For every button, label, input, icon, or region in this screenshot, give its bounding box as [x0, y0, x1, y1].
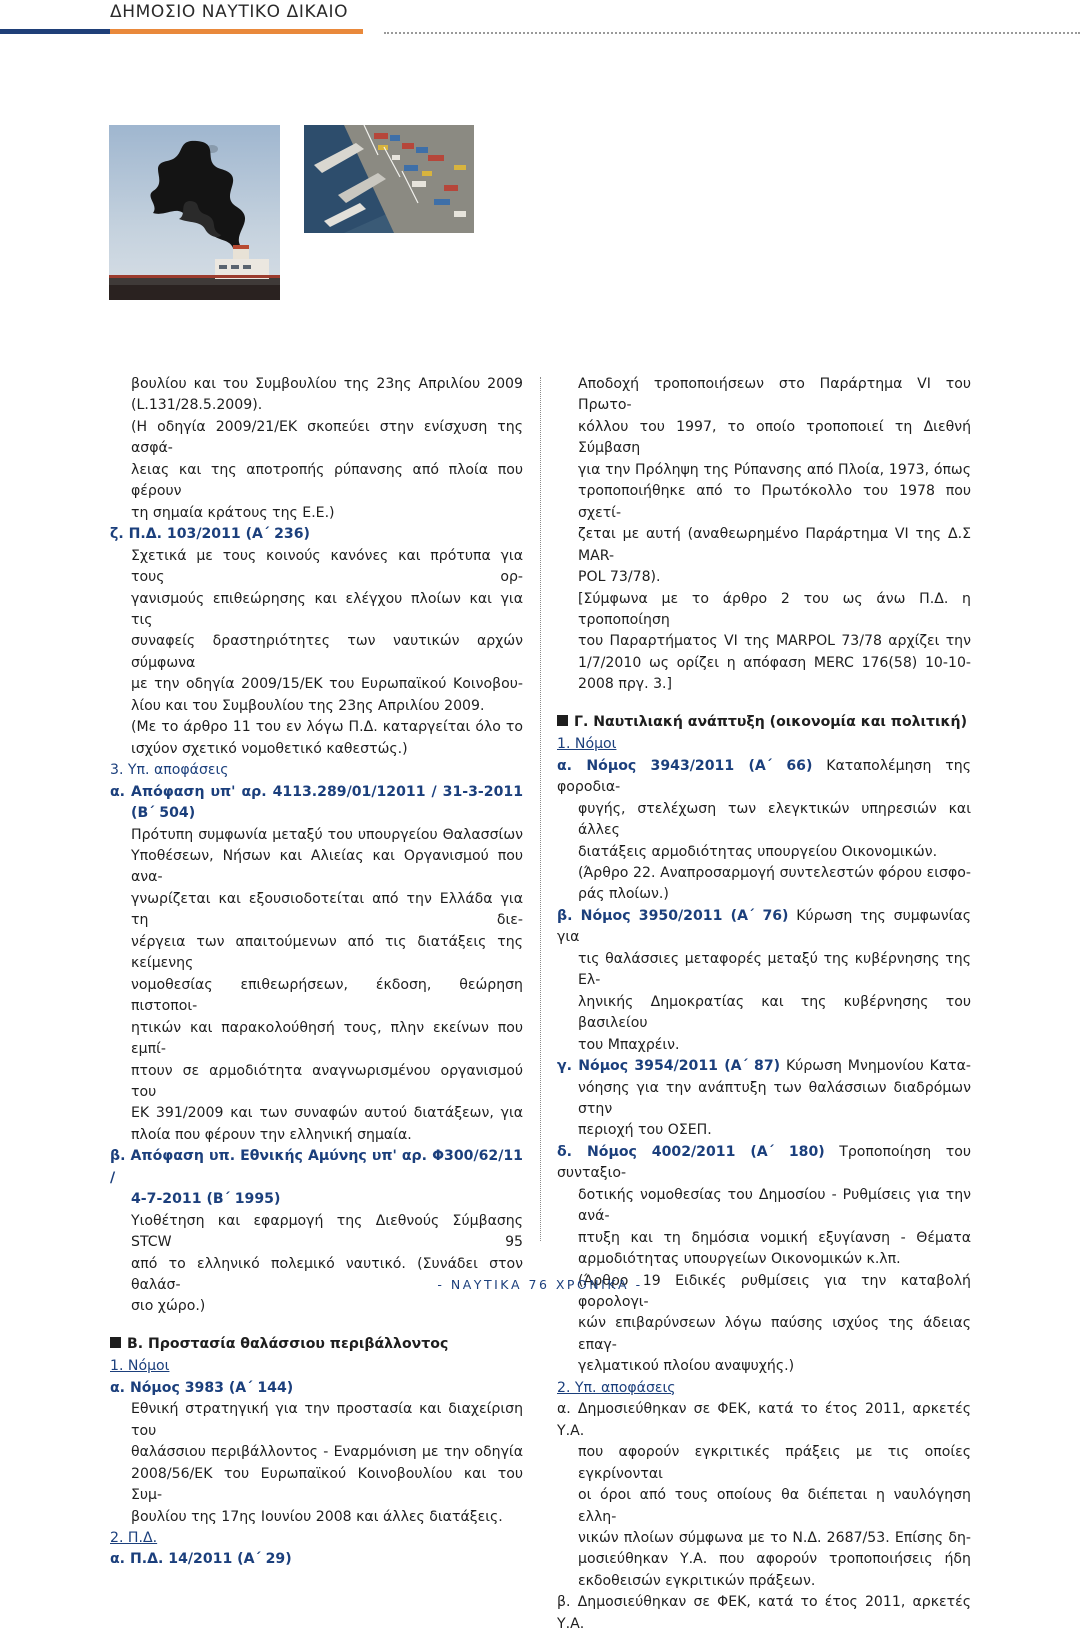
- text-line: ληνικής Δημοκρατίας και της κυβέρνησης του βασιλείου: [578, 993, 971, 1032]
- text-line: θαλάσσιου περιβάλλοντος - Εναρμόνιση με την οδηγία: [131, 1444, 523, 1461]
- text-line: Πρότυπη συμφωνία μεταξύ του υπουργείου Θαλασσίων: [131, 826, 523, 843]
- text-line: που αφορούν εγκριτικές πράξεις με τις οποίες εγκρίνονται: [578, 1444, 971, 1482]
- text-line: ητικών και παρακολούθησή τους, πλην εκείνων που εμπί-: [131, 1019, 523, 1058]
- running-header-title: ΔΗΜΟΣΙΟ ΝΑΥΤΙΚΟ ΔΙΚΑΙΟ: [110, 2, 349, 22]
- page-footer: - ΝΑΥΤΙΚΑ 76 ΧΡΟΝΙΚΑ -: [437, 1277, 643, 1292]
- text-line: (Με το άρθρο 11 του εν λόγω Π.Δ. καταργείται όλο το: [131, 719, 523, 736]
- text-line: γνωρίζεται και εξουσιοδοτείται από την Ελλάδα για τη διε-: [131, 890, 523, 929]
- text-line: του Μπαχρέιν.: [578, 1036, 680, 1053]
- text-line: γανισμούς επιθεώρησης και ελέγχου πλοίων και για τις: [131, 590, 523, 628]
- subsection-title: 2. Π.Δ.: [110, 1530, 158, 1547]
- text-line: τις θαλάσσιες μεταφορές μεταξύ της κυβέρνησης της Ελ-: [578, 950, 971, 989]
- law-item-first-line: [557, 756, 971, 799]
- text-line: (Η οδηγία 2009/21/ΕΚ σκοπεύει στην ενίσχυση της ασφά-: [131, 418, 523, 457]
- section-heading-g: [557, 712, 971, 733]
- text-line: λίου και του Συμβουλίου της 23ης Απριλίου 2009.: [131, 697, 485, 714]
- text-line: Εθνική στρατηγική για την προστασία και διαχείριση του: [131, 1401, 523, 1439]
- text-line: Αποδοχή τροποποιήσεων στο Παράρτημα VI του Πρωτο-: [578, 376, 971, 414]
- header-dotted-rule: [384, 32, 1080, 34]
- text-line: πλοία που φέρουν την ελληνική σημαία.: [131, 1126, 412, 1143]
- text-line: κών επιβαρύνσεων λόγω παύσης ισχύος της άδειας επαγ-: [578, 1315, 971, 1353]
- text-line: με την οδηγία 2009/15/ΕΚ του Ευρωπαϊκού Κοινοβου-: [131, 676, 523, 693]
- right-column: [557, 374, 971, 1635]
- text-line: (L.131/28.5.2009).: [131, 397, 263, 414]
- text-line: Σχετικά με τους κοινούς κανόνες και πρότυπα για τους ορ-: [131, 547, 523, 586]
- header-bar-blue: [0, 29, 110, 34]
- ship-smoke-photo: [109, 125, 280, 300]
- text-line: από το ελληνικό πολεμικό ναυτικό. (Συνάδει στον θαλάσ-: [131, 1255, 523, 1294]
- section-heading-b: [110, 1334, 523, 1355]
- text-line: 1/7/2010 ως ορίζει η απόφαση MERC 176(58) 10-10-: [578, 654, 971, 671]
- law-item-first-line: [557, 906, 971, 949]
- text-line: (Άρθρο 22. Αναπροσαρμογή συντελεστών φόρου εισφο-: [578, 864, 971, 881]
- text-line: Υιοθέτηση και εφαρμογή της Διεθνούς Σύμβασης STCW 95: [131, 1212, 523, 1251]
- text-line: πτουν σε αρμοδιότητα αναγνωρισμένου οργανισμού του: [131, 1062, 523, 1100]
- text-line: φυγής, στελέχωση των ελεγκτικών υπηρεσιών και άλλες: [578, 800, 971, 839]
- law-lead: γ. Νόμος 3954/2011 (Α΄ 87): [557, 1058, 781, 1075]
- text-line: περιοχή του ΟΣΕΠ.: [578, 1122, 712, 1139]
- text-line: POL 73/78).: [578, 569, 661, 586]
- text-line: οι όροι από τους οποίους θα διέπεται η ναυλόγηση ελλη-: [578, 1487, 971, 1525]
- column-divider: [540, 377, 541, 1241]
- left-column: [110, 374, 523, 1571]
- text-line: νικών πλοίων σύμφωνα με το Ν.Δ. 2687/53. Επίσης δη-: [578, 1530, 971, 1547]
- text-line: συναφείς δραστηριότητες των ναυτικών αρχών σύμφωνα: [131, 633, 523, 671]
- text-line: νομοθεσίας επιθεωρήσεων, έκδοση, θεώρηση πιστοποι-: [131, 976, 523, 1015]
- text-line: ΕΚ 391/2009 και των συναφών αυτού διατάξεων, για: [131, 1105, 523, 1122]
- text-line: εκδοθεισών εγκριτικών πράξεων.: [578, 1572, 816, 1589]
- text-line: βουλίου της 17ης Ιουνίου 2008 και άλλες διατάξεις.: [131, 1508, 503, 1525]
- text-line: του Παραρτήματος VI της MARPOL 73/78 αρχίζει την: [578, 633, 971, 650]
- law-item-first-line: [557, 1056, 971, 1077]
- decision-heading: 4-7-2011 (Β΄ 1995): [131, 1191, 281, 1208]
- text-line: δοτικής νομοθεσίας του Δημοσίου - Ρυθμίσεις για την ανά-: [578, 1186, 971, 1225]
- decree-heading: ζ. Π.Δ. 103/2011 (Α΄ 236): [110, 526, 310, 543]
- section-heading-text: Β. Προστασία θαλάσσιου περιβάλλοντος: [127, 1335, 449, 1352]
- text-line: Υποθέσεων, Νήσων και Αλιείας και Οργανισμού που ανα-: [131, 847, 523, 886]
- text-line: (Άρθρο 19 Ειδικές ρυθμίσεις για την καταβολή φορολογι-: [578, 1272, 971, 1311]
- text-line: λειας και της αποτροπής ρύπανσης από πλοία που φέρουν: [131, 461, 523, 500]
- text-line: νόησης για την ανάπτυξη των θαλάσσιων διαδρόμων στην: [578, 1079, 971, 1117]
- decision-heading: β. Απόφαση υπ. Εθνικής Αμύνης υπ' αρ. Φ300/62/11 /: [110, 1148, 523, 1186]
- law-lead: δ. Νόμος 4002/2011 (Α΄ 180): [557, 1143, 825, 1160]
- header-bar-orange: [110, 29, 363, 34]
- text-line: [Σύμφωνα με το άρθρο 2 του ως άνω Π.Δ. η τροποποίηση: [578, 590, 971, 628]
- square-bullet-icon: [110, 1337, 121, 1348]
- law-lead-rest: Καταπολέμηση της φοροδια-: [557, 757, 971, 796]
- decision-heading: (Β΄ 504): [131, 805, 196, 822]
- text-line: ισχύον σχετικό νομοθετικό καθεστώς.): [131, 740, 408, 757]
- subsection-title: 2. Υπ. αποφάσεις: [557, 1379, 676, 1396]
- text-line: πτυξη και τη δημόσια νομική εξυγίανση - Θέματα: [578, 1229, 971, 1246]
- text-line: μοσιεύθηκαν Υ.Α. που αφορούν τροποποιήσεις ήδη: [578, 1551, 971, 1568]
- text-line: τροποποιήθηκε από το Πρωτόκολλο του 1978 που σχετί-: [578, 483, 971, 521]
- law-lead-rest: Κύρωση της συμφωνίας για: [557, 907, 971, 946]
- law-item-first-line: [557, 1142, 971, 1185]
- square-bullet-icon: [557, 715, 568, 726]
- text-line: βουλίου και του Συμβουλίου της 23ης Απριλίου 2009: [131, 376, 523, 392]
- container-port-photo: [304, 125, 474, 233]
- law-lead-rest: Τροποποίηση του συνταξιο-: [557, 1143, 971, 1182]
- text-line: για την Πρόληψη της Ρύπανσης από Πλοία, 1973, όπως: [578, 461, 971, 478]
- text-line: διατάξεις αρμοδιότητας υπουργείου Οικονομικών.: [578, 843, 938, 860]
- text-line: σιο χώρο.): [131, 1298, 206, 1315]
- text-line: τη σημαία κράτους της Ε.Ε.): [131, 504, 335, 521]
- text-line: ζεται με αυτή (αναθεωρημένο Παράρτημα VI της Δ.Σ MAR-: [578, 526, 971, 564]
- law-lead-rest: Κύρωση Μνημονίου Κατα-: [780, 1058, 971, 1075]
- text-line: αρμοδιότητας υπουργείων Οικονομικών κ.λπ.: [578, 1251, 901, 1268]
- subsection-title: 1. Νόμοι: [557, 736, 617, 753]
- text-line: κόλλου του 1997, το οποίο τροποποιεί τη Διεθνή Σύμβαση: [578, 418, 971, 457]
- text-line: ράς πλοίων.): [578, 886, 669, 903]
- text-line: γελματικού πλοίου αναψυχής.): [578, 1358, 795, 1375]
- text-line: β. Δημοσιεύθηκαν σε ΦΕΚ, κατά το έτος 2011, αρκετές Υ.Α.: [557, 1594, 971, 1632]
- subsection-title: 1. Νόμοι: [110, 1358, 170, 1375]
- text-line: 2008/56/ΕΚ του Ευρωπαϊκού Κοινοβουλίου και του Συμ-: [131, 1465, 523, 1504]
- decision-heading: α. Απόφαση υπ' αρ. 4113.289/01/12011 / 31-3-2011: [110, 783, 523, 800]
- text-line: 2008 πργ. 3.]: [578, 676, 673, 693]
- law-lead: β. Νόμος 3950/2011 (Α΄ 76): [557, 907, 789, 924]
- law-lead: α. Νόμος 3943/2011 (Α΄ 66): [557, 757, 813, 774]
- law-heading: α. Νόμος 3983 (Α΄ 144): [110, 1379, 294, 1396]
- subsection-title: 3. Υπ. αποφάσεις: [110, 762, 229, 779]
- decree-heading: α. Π.Δ. 14/2011 (Α΄ 29): [110, 1551, 292, 1568]
- text-line: α. Δημοσιεύθηκαν σε ΦΕΚ, κατά το έτος 2011, αρκετές Υ.Α.: [557, 1401, 971, 1439]
- section-heading-text: Γ. Ναυτιλιακή ανάπτυξη (οικονομία και πολιτική): [574, 713, 968, 730]
- text-line: νέργεια των απαιτούμενων από τις διατάξεις της κείμενης: [131, 933, 523, 972]
